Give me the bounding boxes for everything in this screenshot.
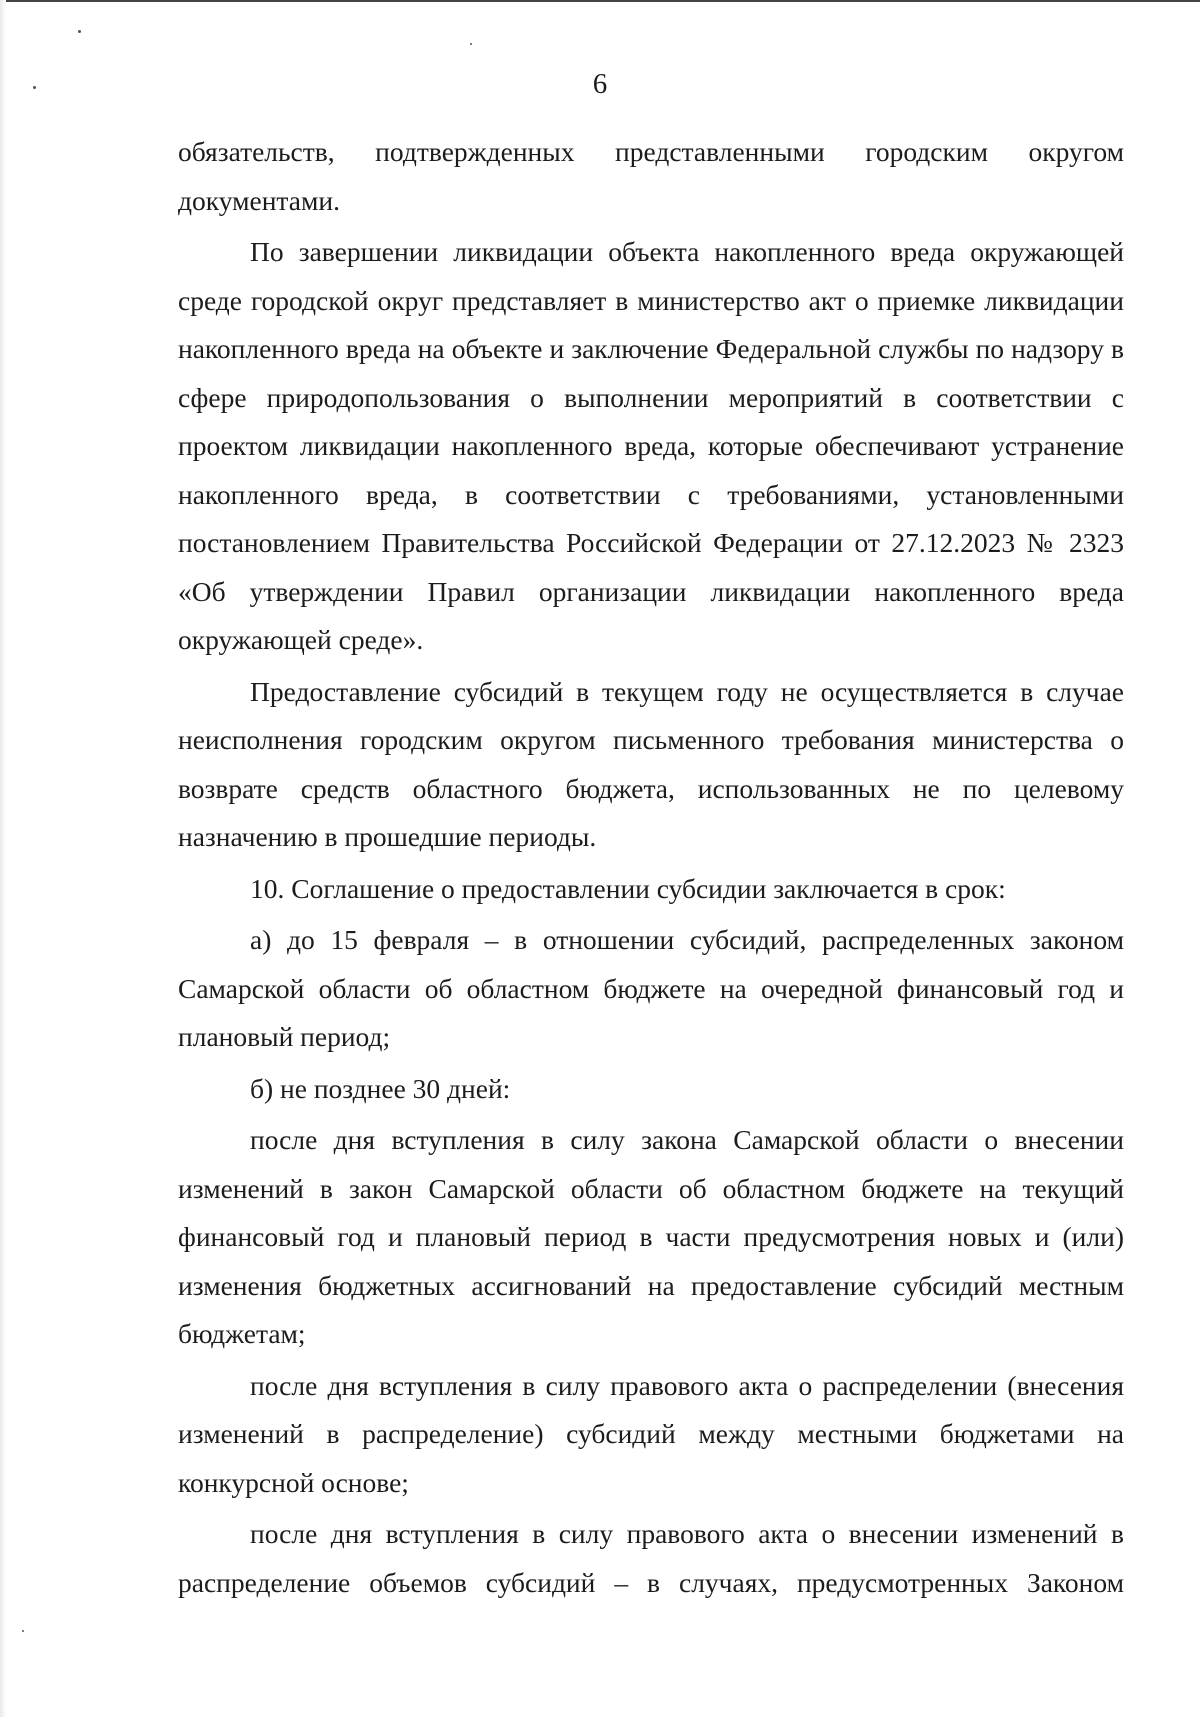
document-body: [178, 128, 1124, 1610]
paragraph: после дня вступления в силу закона Самарской области о внесении изменений в закон Самарской области об областном бюджете на текущий финансовый год и плановый период в части предусмотрения новых и (или) изменения бюджетных ассигнований на предоставление субсидий местным бюджетам;: [178, 1124, 1124, 1349]
list-item: б) не позднее 30 дней:: [250, 1072, 511, 1104]
scan-top-edge: [0, 0, 1200, 2]
scan-speck: [470, 43, 472, 45]
list-item: 10. Соглашение о предоставлении субсидии заключается в срок:: [250, 872, 1006, 904]
paragraph: обязательств, подтвержденных представленными городским округом документами.: [178, 136, 1124, 216]
scan-speck: [78, 30, 81, 33]
list-item: а) до 15 февраля – в отношении субсидий, распределенных законом Самарской области об областном бюджете на очередной финансовый год и плановый период;: [178, 924, 1124, 1052]
scan-left-edge: [0, 0, 6, 1717]
paragraph: после дня вступления в силу правового акта о распределении (внесения изменений в распределение) субсидий между местными бюджетами на конкурсной основе;: [178, 1369, 1124, 1498]
paragraph: По завершении ликвидации объекта накопленного вреда окружающей среде городской округ представляет в министерство акт о приемке ликвидации накопленного вреда на объекте и заключение Федеральной службы по надзору в сфере природопользования о выполнении мероприятий в соответствии с проектом ликвидации накопленного вреда, которые обеспечивают устранение накопленного вреда, в соответствии с требованиями, установленными постановлением Правительства Российской Федерации от 27.12.2023 № 2323 «Об утверждении Правил организации ликвидации накопленного вреда окружающей среде».: [178, 236, 1124, 655]
page-number: 6: [592, 68, 608, 100]
paragraph: после дня вступления в силу правового акта о внесении изменений в распределение объемов субсидий – в случаях, предусмотренных Законом: [178, 1518, 1124, 1598]
scan-speck: [22, 1630, 24, 1632]
paragraph: Предоставление субсидий в текущем году не осуществляется в случае неисполнения городским округом письменного требования министерства о возврате средств областного бюджета, использованных не по целевому назначению в прошедшие периоды.: [178, 675, 1124, 852]
